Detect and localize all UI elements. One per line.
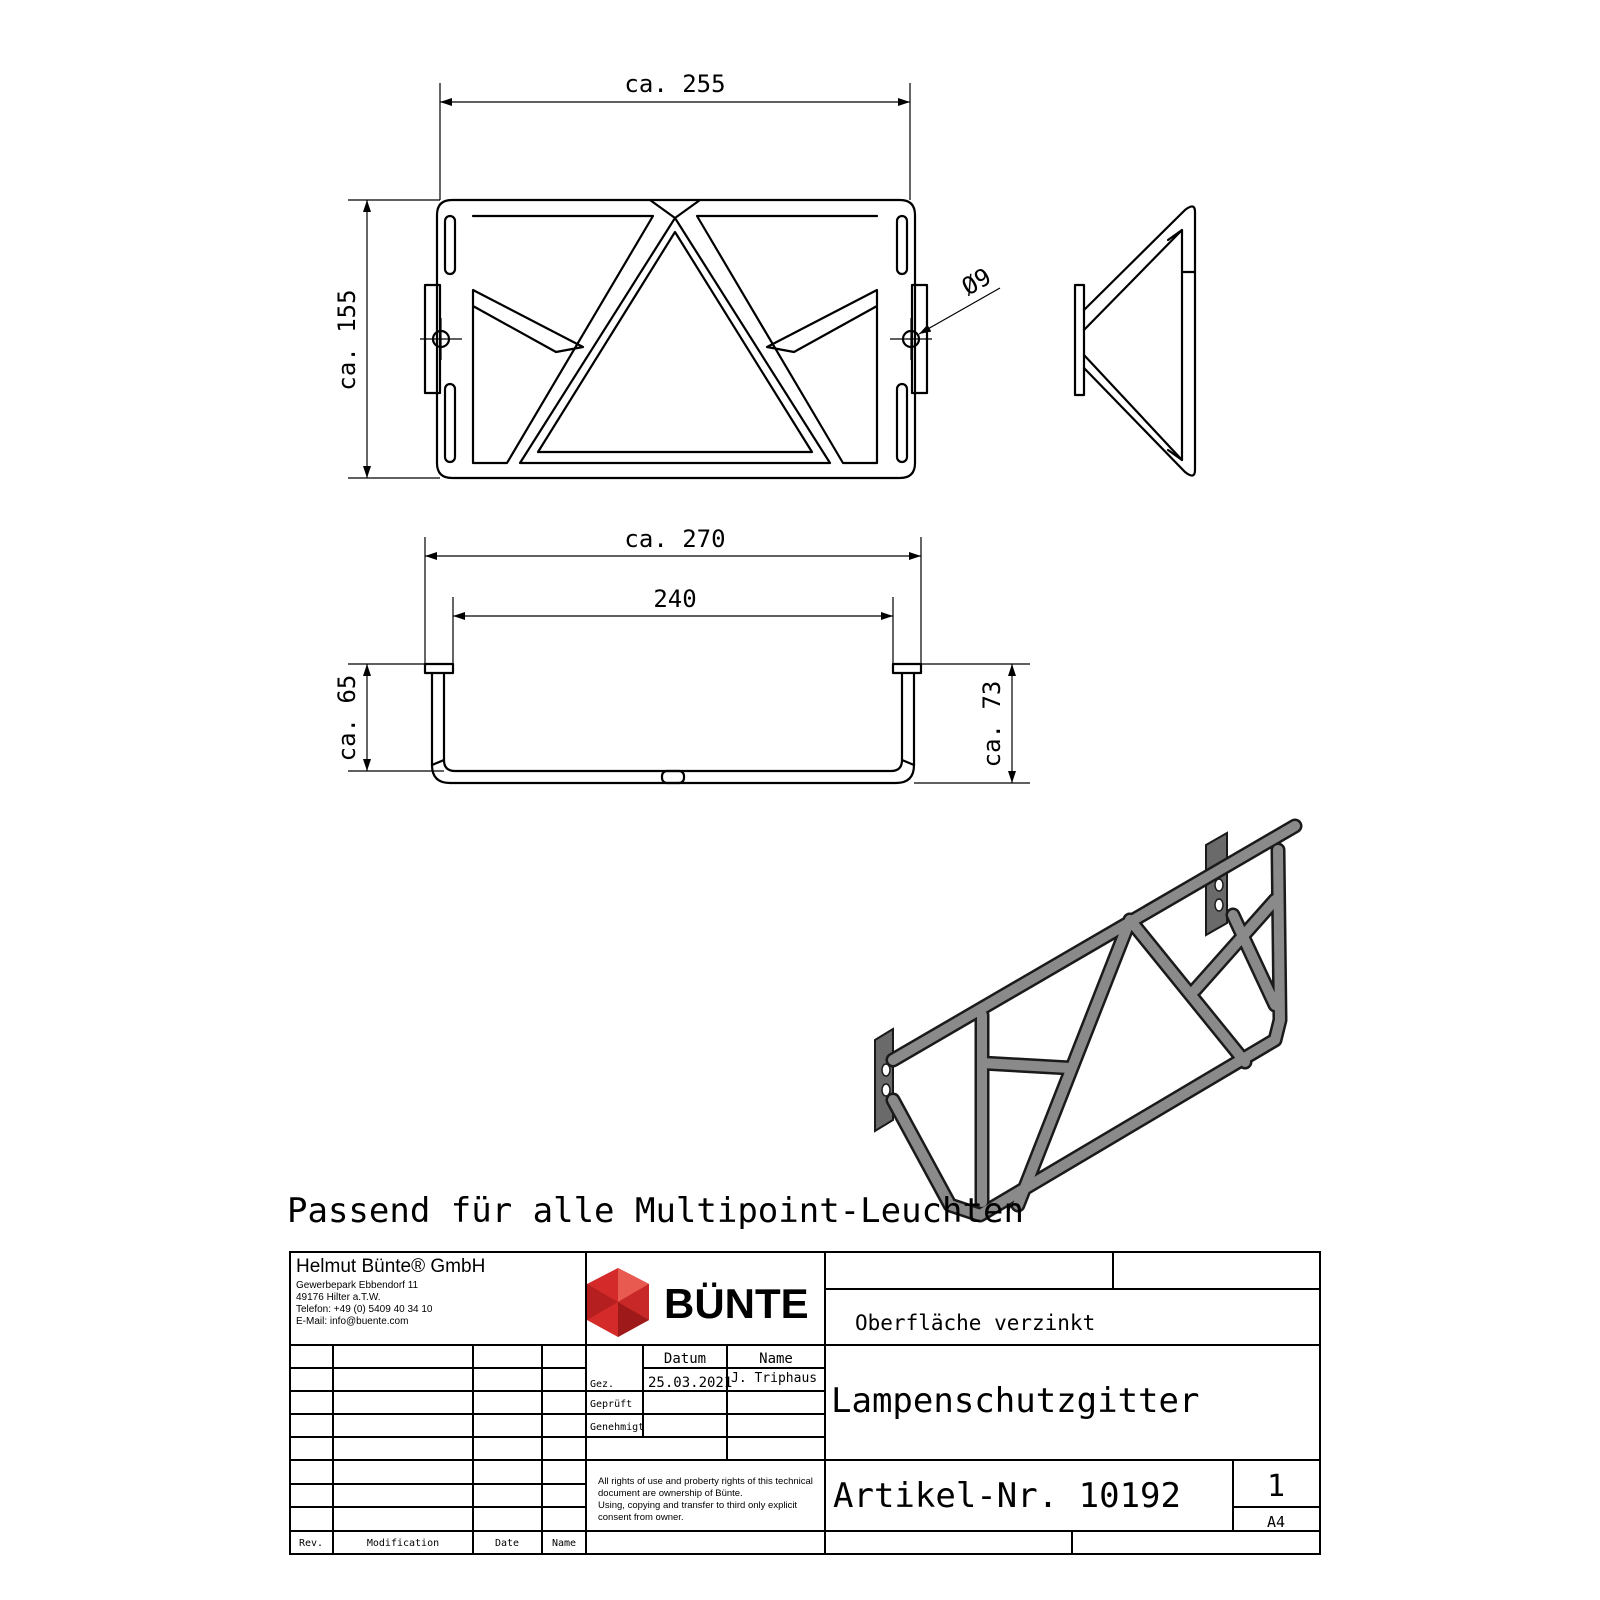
address-line-2: 49176 Hilter a.T.W. <box>296 1292 381 1303</box>
paper-size: A4 <box>1266 1513 1286 1531</box>
name-header: Name <box>759 1351 793 1367</box>
front-view <box>333 70 1000 478</box>
gez-name: J. Triphaus <box>731 1371 818 1386</box>
gez-label: Gez. <box>590 1379 615 1390</box>
surface-note: Oberfläche verzinkt <box>855 1311 1096 1335</box>
datum-header: Datum <box>663 1351 707 1367</box>
email-line: E-Mail: info@buente.com <box>296 1316 409 1327</box>
buente-logo <box>587 1268 809 1337</box>
rights-line-2: document are ownership of Bünte. <box>598 1488 743 1499</box>
name-label: Name <box>551 1538 577 1549</box>
gez-date: 25.03.2021 <box>648 1375 733 1391</box>
company-name: Helmut Bünte® GmbH <box>296 1256 486 1277</box>
article-number: Artikel-Nr. 10192 <box>833 1476 1181 1516</box>
geprueft-label: Geprüft <box>590 1399 633 1410</box>
fit-caption: Passend für alle Multipoint-Leuchten <box>287 1191 1024 1231</box>
top-inner-width-label: 240 <box>653 585 697 613</box>
drawing-title: Lampenschutzgitter <box>831 1381 1200 1421</box>
title-block <box>290 1252 1320 1554</box>
logo-text: BÜNTE <box>664 1280 809 1327</box>
top-right-depth-label: ca. 73 <box>978 680 1006 768</box>
top-total-width-label: ca. 270 <box>624 525 726 553</box>
front-width-label: ca. 255 <box>624 70 726 98</box>
modification-label: Modification <box>366 1538 440 1549</box>
front-height-label: ca. 155 <box>333 289 361 391</box>
rights-line-1: All rights of use and proberty rights of this technical <box>598 1476 813 1487</box>
hole-diameter-label: Ø9 <box>957 262 997 302</box>
top-view <box>333 525 1030 783</box>
top-left-depth-label: ca. 65 <box>333 674 361 762</box>
rights-line-3: Using, copying and transfer to third only explicit <box>598 1500 798 1511</box>
rev-label: Rev. <box>298 1538 324 1549</box>
sheet-number: 1 <box>1266 1469 1286 1504</box>
address-line-1: Gewerbepark Ebbendorf 11 <box>296 1280 419 1291</box>
phone-line: Telefon: +49 (0) 5409 40 34 10 <box>296 1304 433 1315</box>
side-view <box>1075 206 1195 475</box>
isometric-view <box>875 826 1295 1215</box>
date-label: Date <box>494 1538 520 1549</box>
genehmigt-label: Genehmigt <box>590 1422 645 1433</box>
rights-line-4: consent from owner. <box>598 1512 684 1523</box>
